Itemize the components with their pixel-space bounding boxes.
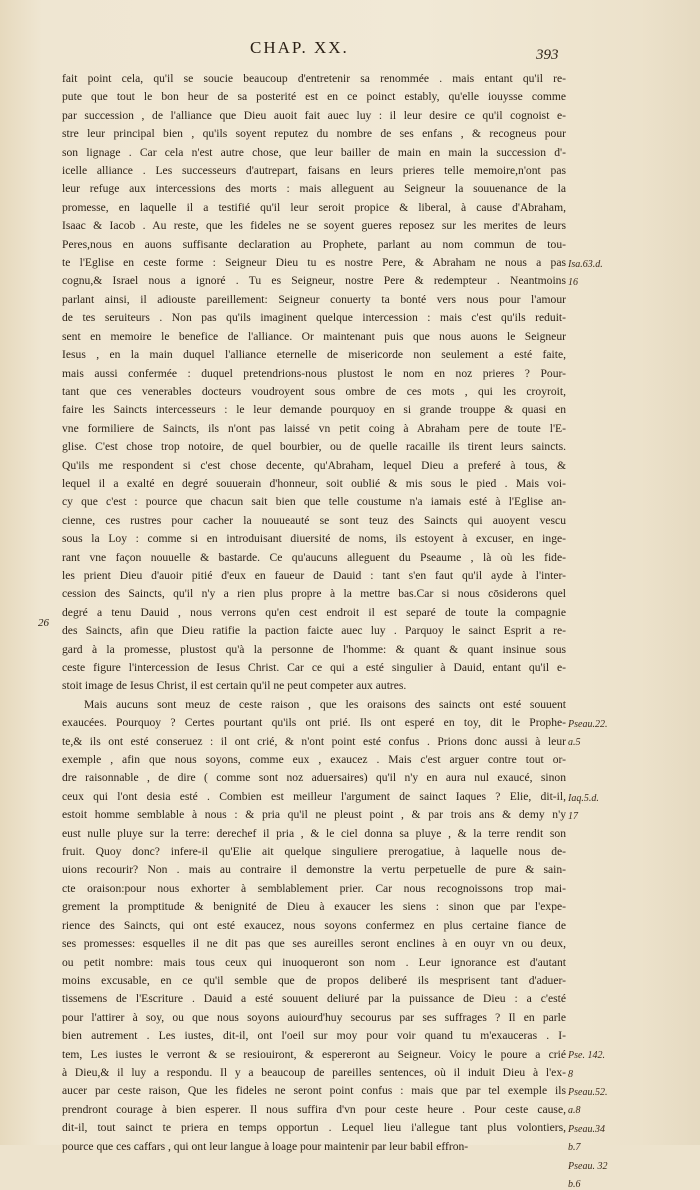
- text-line: tissemens de l'Escriture . Dauid a esté souuent deliuré par la puissance de Dieu : a c'esté: [62, 992, 566, 1006]
- text-line: dre raisonnable , de dire ( comme sont noz aduersaires) qu'il n'y en aura nul exaucé, sinon: [62, 771, 566, 785]
- margin-note: 17: [568, 811, 578, 822]
- text-line: pour l'attirer à soy, ou que nous soyons auiourd'huy secourus par ses suffrages ? Il en parle: [62, 1010, 566, 1024]
- text-line: stoit image de Iesus Christ, il est certain qu'il ne peut competer aux autres.: [62, 679, 407, 693]
- text-line: eust nulle pluye sur la terre: derechef il pria , & le ciel donna sa pluye , & la terre rendit son: [62, 826, 566, 840]
- text-line: faire les Saincts intercesseurs : le leur demande pourquoy en si grande trouppe & quasi en: [62, 403, 566, 417]
- text-line: sous la Loy : comme si en introduisant diuersité de noms, ils estoyent à excuser, en inge-: [62, 532, 566, 546]
- text-line: icelle alliance . Les successeurs d'autrepart, faisans en leurs prieres telle memoire,n'ont pas: [62, 164, 566, 178]
- text-line: Iesus , en la main duquel l'alliance eternelle de misericorde non seulement a esté faite,: [62, 348, 566, 362]
- margin-note: b.6: [568, 1179, 581, 1190]
- margin-note: Pseau.52.: [568, 1087, 608, 1098]
- text-line: cienne, ces rustres pour cacher la nouueauté se sont teuz des Saincts qui auoyent vescu: [62, 513, 566, 527]
- text-line: pource que ces caffars , qui ont leur langue à loage pour maintenir par leur babil effron-: [62, 1139, 469, 1153]
- text-line: prendront courage à bien esperer. Il nous suffira d'vn pour ceste heure . Pour ceste cause,: [62, 1102, 566, 1116]
- text-line: fait point cela, qu'il se soucie beaucoup d'entretenir sa renommée . mais entant qu'il re-: [62, 72, 566, 85]
- text-line: degré a tenu Dauid , nous verrons qu'en cest endroit il est separé de toute la compagnie: [62, 605, 566, 619]
- text-line: sent en memoire le benefice de l'alliance. Or maintenant puis que nous auons le Seigneur: [62, 329, 566, 343]
- text-line: cession des Saincts, qu'il n'y a rien plus propre à la mettre bas.Car si nous cōsiderons quel: [62, 587, 566, 601]
- page-number: 393: [536, 47, 559, 63]
- text-line: Mais aucuns sont meuz de ceste raison , que les oraisons des saincts ont esté souuent: [84, 697, 566, 711]
- text-line: par succession , de l'alliance que Dieu auoit fait auec luy : il leur desire ce qu'il cognoist e-: [62, 108, 566, 122]
- margin-note: Pse. 142.: [568, 1050, 605, 1062]
- text-line: son lignage . Car cela n'est autre chose, que leur bailler de main en main la succession d'-: [62, 145, 566, 159]
- text-line: à Dieu,& il luy a respondu. Il y a beaucoup de pareilles sentences, où il induit Dieu à l'ex-: [62, 1065, 566, 1079]
- text-line: glise. C'est chose trop notoire, de quel bourbier, ou de quelle racaille ils tirent leurs saincts.: [62, 440, 566, 454]
- text-line: de tes seruiteurs . Non pas qu'ils imaginent quelque intercession : mais c'est qu'ils reduit-: [62, 311, 566, 325]
- text-line: te l'Eglise en ceste forme : Seigneur Dieu tu es nostre Pere, & Abraham ne nous a pas: [62, 256, 566, 270]
- text-line: ses promesses: esquelles il ne dit pas que ses aureilles seront enclines à en ouyr vn ou deux,: [62, 937, 566, 951]
- text-line: cte oraison:pour nous exhorter à semblablement prier. Car nous recognoissons trop mai-: [62, 881, 566, 895]
- margin-note: Iaq.5.d.: [568, 792, 599, 804]
- text-line: mais aussi confermée : duquel pretendrions-nous plustost le nom en noz prieres ? Pour-: [62, 366, 566, 380]
- text-line: tem, Les iustes le verront & se resiouiront, & espereront au Seigneur. Voicy le poure a crié: [62, 1047, 566, 1061]
- text-line: uions recourir? Non . mais au contraire il demonstre la vertu perpetuelle de pure & sain-: [62, 863, 566, 877]
- text-line: Isaac & Iacob . Au reste, que les fideles ne se soyent gueres reposez sur les merites de leurs: [62, 219, 566, 233]
- text-line: exaucées. Pourquoy ? Certes pourtant qu'ils ont prié. Ils ont esperé en toy, dit le Prophe-: [62, 716, 566, 730]
- text-line: estoit homme semblable à nous : & pria qu'il ne pleust point , & par trois ans & demy n'y: [62, 808, 566, 822]
- text-line: rant vne façon nouuelle & bastarde. Ce qu'aucuns alleguent du Pseaume , là où les fide-: [62, 550, 566, 564]
- text-line: ou petit nombre: mais tous ceux qui inuoqueront son nom . Leur ignorance est d'autant: [62, 955, 566, 969]
- margin-note: Isa.63.d.: [568, 259, 603, 270]
- text-line: bien autrement . Les iustes, dit-il, ont l'oeil sur moy pour voir quand tu m'exauceras . I-: [62, 1029, 566, 1043]
- margin-note: a.8: [568, 1105, 581, 1117]
- text-line: pute que tout le bon heur de sa posterité est en ce poinct estably, qu'elle iouysse comme: [62, 90, 566, 104]
- margin-note: a.5: [568, 737, 581, 749]
- text-line: gard à la promesse, plustost qu'à la personne de l'homme: & quant & quant insinue sous: [62, 642, 566, 656]
- text-line: cy que c'est : pource que chacun sait bien que telle coustume n'a iamais esté à l'Eglise an-: [62, 495, 566, 509]
- margin-note: Pseau. 32: [568, 1160, 608, 1172]
- text-line: Qu'ils me respondent si c'est chose decente, qu'Abraham, lequel Dieu a preferé à tous, &: [62, 458, 566, 472]
- text-line: des Saincts, afin que Dieu ratifie la paction faicte auec luy . Parquoy le sainct Esprit a re-: [62, 624, 566, 638]
- text-line: tant que ces venerables docteurs voudroyent sous ombre de ces mots , qui les croyroit,: [62, 384, 566, 398]
- text-line: dit-il, tout sainct te priera en temps opportun . Lequel lieu i'allegue tant plus volontiers,: [62, 1121, 566, 1135]
- text-line: parlant ainsi, il adiouste pareillement: Seigneur conuerty ta bonté vers nous pour l'amour: [62, 292, 566, 306]
- text-line: te,& ils ont esté conseruez : il ont crié, & n'ont point esté confus . Prions donc aussi à leur: [62, 734, 566, 748]
- text-line: ceste figure l'intercession de Iesus Christ. Car ce qui a esté singulier à Dauid, entant qu'il e-: [62, 661, 566, 674]
- text-line: ceux qui l'ont desia esté . Combien est meilleur l'argument de sainct Iaques ? Elie, dit-il,: [62, 789, 566, 803]
- verse-marker: 26: [38, 617, 49, 629]
- text-line: rience des Saincts, qui ont esté exaucez, nous soyons confermez en plus certaine fiance de: [62, 918, 566, 932]
- margin-note: b.7: [568, 1142, 581, 1154]
- text-line: lequel il a exalté en degré souuerain d'honneur, soit oublié & mis sous le pied . Mais voi-: [62, 476, 566, 490]
- text-line: les prient Dieu d'auoir pitié d'eux en faueur de Dauid : tant s'en faut qu'il ayde à l'inter-: [62, 568, 566, 582]
- text-line: leur refuge aux intercessions des morts : mais alleguent au Seigneur la souuenance de la: [62, 182, 566, 196]
- margin-note: 16: [568, 277, 578, 289]
- text-line: promesse, en laquelle il a testifié qu'il leur seroit propice & liberal, à cause d'Abraham,: [62, 200, 566, 214]
- text-line: stre leur principal bien , qu'ils soyent reputez du nombre de ses enfans , & recogneus pour: [62, 127, 566, 141]
- margin-note: Pseau.34: [568, 1123, 605, 1135]
- text-line: exemple , afin que nous soyons, comme eux , exaucez . Mais c'est arguer contre tout or-: [62, 753, 566, 767]
- text-line: grement la promptitude & benignité de Dieu à exaucer les siens : sinon que par l'expe-: [62, 900, 566, 914]
- text-line: aucer par ceste raison, Que les fideles ne seront point confus : mais que par tel exemple ils: [62, 1084, 566, 1098]
- text-line: Peres,nous en auons suffisante declaration au Prophete, parlant au nom commun de tou-: [62, 237, 566, 251]
- page-edge-shadow: [640, 0, 700, 1145]
- running-header: [0, 38, 700, 68]
- margin-note: Pseau.22.: [568, 719, 608, 730]
- chapter-heading: CHAP. XX.: [250, 38, 349, 57]
- margin-note: 8: [568, 1068, 573, 1080]
- text-line: fruit. Quoy donc? infere-il qu'Elie ait quelque singuliere prerogatiue, à laquelle nous de-: [62, 845, 566, 859]
- text-line: moins excusable, en ce qu'il semble que de propos deliberé ils mesprisent tant d'aduer-: [62, 973, 566, 987]
- text-line: cognu,& Israel nous a ignoré . Tu es Seigneur, nostre Pere & redempteur . Neantmoins: [62, 274, 566, 288]
- text-line: vne formiliere de Saincts, ils n'ont pas laissé vn petit coing à Abraham pere de toute l'E-: [62, 421, 566, 435]
- main-text-block: [62, 70, 566, 1156]
